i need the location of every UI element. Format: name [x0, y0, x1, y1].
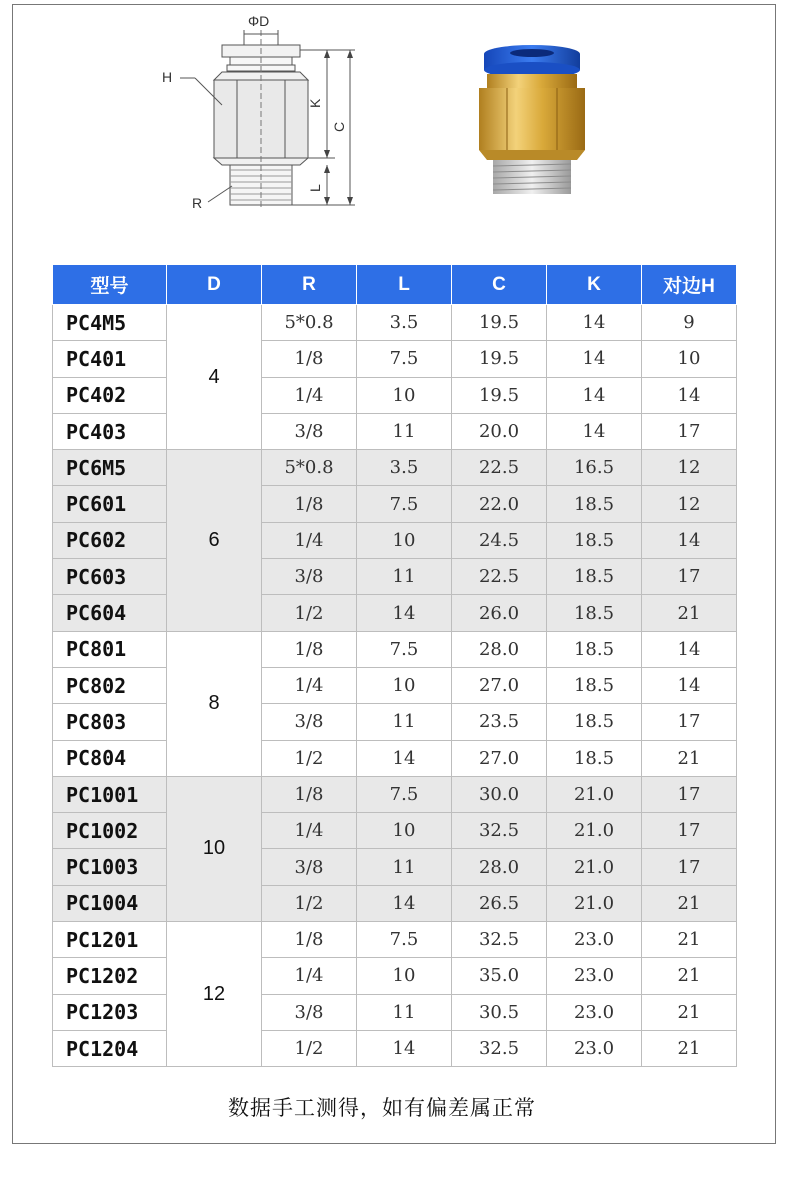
- cell-h: 17: [642, 559, 737, 595]
- cell-r: 1/4: [262, 522, 357, 558]
- cell-h: 21: [642, 922, 737, 958]
- table-row: [53, 667, 737, 703]
- cell-r: 3/8: [262, 413, 357, 449]
- cell-k: 18.5: [547, 486, 642, 522]
- table-row: [53, 958, 737, 994]
- diagram-label-r: R: [192, 195, 203, 211]
- cell-c: 22.5: [452, 450, 547, 486]
- cell-h: 14: [642, 631, 737, 667]
- cell-model: PC1003: [53, 849, 167, 885]
- cell-model: PC601: [53, 486, 167, 522]
- cell-d: 12: [167, 922, 262, 1067]
- cell-l: 7.5: [357, 341, 452, 377]
- cell-k: 18.5: [547, 740, 642, 776]
- cell-c: 30.5: [452, 994, 547, 1030]
- table-row: [53, 885, 737, 921]
- table-row: [53, 559, 737, 595]
- cell-model: PC1201: [53, 922, 167, 958]
- cell-c: 20.0: [452, 413, 547, 449]
- cell-k: 23.0: [547, 1030, 642, 1066]
- cell-l: 3.5: [357, 305, 452, 341]
- cell-l: 11: [357, 994, 452, 1030]
- cell-r: 1/4: [262, 377, 357, 413]
- spec-table: [52, 264, 737, 1067]
- table-row: [53, 377, 737, 413]
- cell-h: 17: [642, 849, 737, 885]
- table-row: [53, 776, 737, 812]
- cell-r: 1/4: [262, 813, 357, 849]
- cell-r: 1/8: [262, 341, 357, 377]
- cell-model: PC602: [53, 522, 167, 558]
- table-row: [53, 813, 737, 849]
- cell-h: 21: [642, 740, 737, 776]
- cell-c: 24.5: [452, 522, 547, 558]
- cell-h: 17: [642, 813, 737, 849]
- cell-l: 10: [357, 667, 452, 703]
- fitting-dimension-drawing: [150, 10, 380, 215]
- cell-r: 1/8: [262, 776, 357, 812]
- cell-k: 18.5: [547, 559, 642, 595]
- cell-l: 7.5: [357, 776, 452, 812]
- cell-k: 21.0: [547, 885, 642, 921]
- cell-h: 21: [642, 994, 737, 1030]
- cell-h: 17: [642, 413, 737, 449]
- cell-c: 28.0: [452, 849, 547, 885]
- cell-c: 30.0: [452, 776, 547, 812]
- cell-k: 14: [547, 377, 642, 413]
- cell-c: 26.0: [452, 595, 547, 631]
- cell-r: 1/2: [262, 885, 357, 921]
- cell-l: 7.5: [357, 486, 452, 522]
- cell-r: 5*0.8: [262, 450, 357, 486]
- cell-d: 8: [167, 631, 262, 776]
- cell-l: 10: [357, 813, 452, 849]
- fitting-product-image: [465, 40, 600, 200]
- header-r: R: [262, 265, 357, 305]
- header-l: L: [357, 265, 452, 305]
- cell-model: PC1203: [53, 994, 167, 1030]
- table-row: [53, 740, 737, 776]
- cell-c: 23.5: [452, 704, 547, 740]
- cell-l: 14: [357, 595, 452, 631]
- table-row: [53, 522, 737, 558]
- cell-model: PC6M5: [53, 450, 167, 486]
- header-model: 型号: [53, 265, 167, 305]
- table-row: [53, 631, 737, 667]
- cell-model: PC804: [53, 740, 167, 776]
- header-c: C: [452, 265, 547, 305]
- cell-h: 21: [642, 885, 737, 921]
- cell-k: 18.5: [547, 522, 642, 558]
- cell-k: 18.5: [547, 595, 642, 631]
- table-row: [53, 413, 737, 449]
- cell-l: 11: [357, 413, 452, 449]
- cell-r: 3/8: [262, 994, 357, 1030]
- cell-h: 17: [642, 704, 737, 740]
- diagram-label-l: L: [307, 184, 323, 192]
- cell-l: 7.5: [357, 631, 452, 667]
- cell-k: 21.0: [547, 776, 642, 812]
- cell-r: 1/2: [262, 740, 357, 776]
- cell-k: 23.0: [547, 958, 642, 994]
- header-h: 对边H: [642, 265, 737, 305]
- footer-note: 数据手工测得，如有偏差属正常: [228, 1096, 536, 1120]
- cell-l: 3.5: [357, 450, 452, 486]
- cell-d: 4: [167, 305, 262, 450]
- cell-model: PC1002: [53, 813, 167, 849]
- cell-h: 21: [642, 595, 737, 631]
- table-row: [53, 450, 737, 486]
- cell-c: 32.5: [452, 813, 547, 849]
- cell-l: 7.5: [357, 922, 452, 958]
- cell-k: 21.0: [547, 813, 642, 849]
- table-row: [53, 849, 737, 885]
- table-row: [53, 704, 737, 740]
- cell-model: PC1204: [53, 1030, 167, 1066]
- cell-l: 11: [357, 849, 452, 885]
- cell-l: 10: [357, 958, 452, 994]
- cell-h: 12: [642, 450, 737, 486]
- cell-model: PC401: [53, 341, 167, 377]
- cell-h: 14: [642, 377, 737, 413]
- cell-r: 1/8: [262, 486, 357, 522]
- cell-r: 3/8: [262, 849, 357, 885]
- cell-h: 12: [642, 486, 737, 522]
- cell-model: PC4M5: [53, 305, 167, 341]
- cell-r: 3/8: [262, 704, 357, 740]
- cell-h: 21: [642, 958, 737, 994]
- cell-r: 1/2: [262, 595, 357, 631]
- cell-l: 14: [357, 740, 452, 776]
- cell-c: 32.5: [452, 922, 547, 958]
- cell-c: 19.5: [452, 305, 547, 341]
- diagram-label-c: C: [331, 121, 347, 132]
- cell-c: 26.5: [452, 885, 547, 921]
- cell-k: 23.0: [547, 922, 642, 958]
- cell-r: 1/8: [262, 631, 357, 667]
- diagram-label-phi-d: ΦD: [248, 13, 270, 29]
- cell-r: 1/2: [262, 1030, 357, 1066]
- cell-k: 16.5: [547, 450, 642, 486]
- cell-model: PC403: [53, 413, 167, 449]
- cell-k: 21.0: [547, 849, 642, 885]
- cell-k: 18.5: [547, 667, 642, 703]
- cell-l: 14: [357, 885, 452, 921]
- cell-c: 19.5: [452, 377, 547, 413]
- cell-model: PC1202: [53, 958, 167, 994]
- cell-h: 14: [642, 667, 737, 703]
- cell-r: 1/8: [262, 922, 357, 958]
- cell-c: 19.5: [452, 341, 547, 377]
- table-row: [53, 486, 737, 522]
- cell-r: 1/4: [262, 958, 357, 994]
- cell-l: 14: [357, 1030, 452, 1066]
- cell-d: 6: [167, 450, 262, 631]
- cell-h: 9: [642, 305, 737, 341]
- table-row: [53, 341, 737, 377]
- cell-l: 11: [357, 559, 452, 595]
- cell-k: 18.5: [547, 704, 642, 740]
- table-header-row: [53, 265, 737, 305]
- cell-model: PC1004: [53, 885, 167, 921]
- cell-k: 14: [547, 305, 642, 341]
- cell-r: 5*0.8: [262, 305, 357, 341]
- cell-c: 27.0: [452, 667, 547, 703]
- cell-k: 23.0: [547, 994, 642, 1030]
- cell-l: 10: [357, 377, 452, 413]
- cell-c: 35.0: [452, 958, 547, 994]
- header-d: D: [167, 265, 262, 305]
- cell-model: PC1001: [53, 776, 167, 812]
- cell-c: 22.5: [452, 559, 547, 595]
- table-row: [53, 994, 737, 1030]
- header-k: K: [547, 265, 642, 305]
- cell-r: 3/8: [262, 559, 357, 595]
- cell-l: 11: [357, 704, 452, 740]
- cell-model: PC803: [53, 704, 167, 740]
- cell-d: 10: [167, 776, 262, 921]
- cell-c: 32.5: [452, 1030, 547, 1066]
- cell-h: 21: [642, 1030, 737, 1066]
- cell-model: PC603: [53, 559, 167, 595]
- cell-model: PC802: [53, 667, 167, 703]
- table-row: [53, 922, 737, 958]
- cell-k: 18.5: [547, 631, 642, 667]
- cell-model: PC604: [53, 595, 167, 631]
- diagram-label-k: K: [307, 98, 323, 108]
- cell-h: 10: [642, 341, 737, 377]
- cell-k: 14: [547, 413, 642, 449]
- cell-r: 1/4: [262, 667, 357, 703]
- cell-c: 27.0: [452, 740, 547, 776]
- cell-h: 14: [642, 522, 737, 558]
- cell-h: 17: [642, 776, 737, 812]
- cell-model: PC402: [53, 377, 167, 413]
- table-row: [53, 1030, 737, 1066]
- table-row: [53, 595, 737, 631]
- cell-k: 14: [547, 341, 642, 377]
- cell-l: 10: [357, 522, 452, 558]
- diagram-label-h: H: [162, 69, 173, 85]
- cell-c: 28.0: [452, 631, 547, 667]
- table-row: [53, 305, 737, 341]
- cell-c: 22.0: [452, 486, 547, 522]
- cell-model: PC801: [53, 631, 167, 667]
